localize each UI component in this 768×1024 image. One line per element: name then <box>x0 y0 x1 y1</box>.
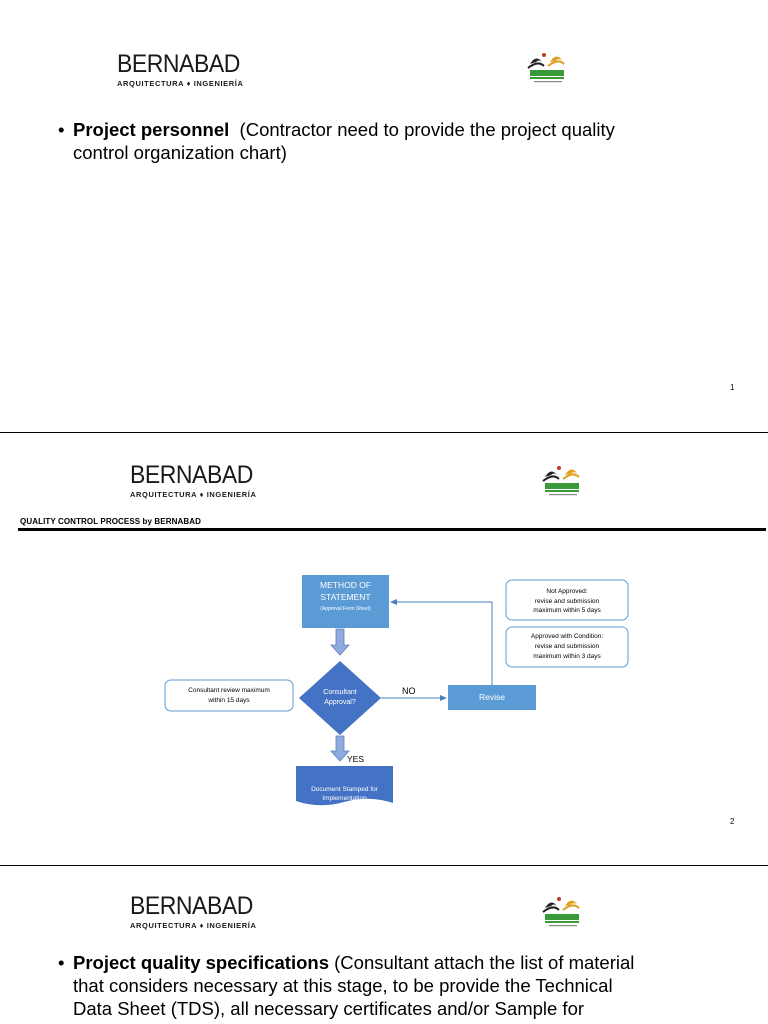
slide-1 <box>0 0 768 432</box>
qc-process-title: QUALITY CONTROL PROCESS by BERNABAD <box>20 517 201 526</box>
decision-line2: Approval? <box>324 699 356 706</box>
cnc-logo <box>535 894 595 930</box>
note-condition-line3: maximum within 3 days <box>533 653 601 660</box>
decision-line1: Consultant <box>323 689 357 696</box>
note-not-approved <box>506 580 628 620</box>
slide-3 <box>0 866 768 1024</box>
bullet-bold-heading: Project personnel <box>73 119 230 140</box>
bernabad-logo <box>117 52 251 88</box>
cnc-logo <box>520 50 580 86</box>
bullet-project-personnel <box>73 118 733 164</box>
no-arrowhead <box>440 695 447 701</box>
bullet-body-line2: control organization chart) <box>73 142 287 163</box>
method-line2: STATEMENT <box>320 592 371 602</box>
method-line3: (Approval Form Sheet) <box>320 606 371 612</box>
logo-main-text: BERNABAD <box>130 892 253 920</box>
slide-2 <box>0 432 768 866</box>
qc-flowchart <box>0 433 766 865</box>
bullet-marker: • <box>58 119 65 140</box>
loop-arrowhead <box>390 599 397 605</box>
no-label: NO <box>402 686 416 696</box>
logo-main-text: BERNABAD <box>130 461 253 489</box>
note-not-approved-line3: maximum within 5 days <box>533 607 601 614</box>
bullet-body-line3: Data Sheet (TDS), all necessary certificates and/or Sample for <box>73 998 585 1019</box>
bernabad-logo <box>130 894 264 930</box>
decision-diamond <box>299 661 381 735</box>
bullet-body-line1: (Consultant attach the list of material <box>334 952 635 973</box>
method-statement-box <box>302 575 389 628</box>
logo-main-text: BERNABAD <box>117 50 240 78</box>
logo-sub-text: ARQUITECTURA ♦ INGENIERÍA <box>117 79 244 88</box>
note-condition-line2: revise and submission <box>534 643 600 650</box>
note-not-approved-line2: revise and submission <box>534 598 600 605</box>
document-line2: Implementation <box>322 795 367 802</box>
yes-label: YES <box>347 754 365 764</box>
note-consultant-review <box>165 680 293 711</box>
page-number: 1 <box>730 383 735 392</box>
logo-sub-text: ARQUITECTURA ♦ INGENIERÍA <box>130 921 257 930</box>
revise-label: Revise <box>479 692 505 702</box>
note-approved-condition <box>506 627 628 667</box>
bullet-marker: • <box>58 952 65 973</box>
note-review-line1: Consultant review maximum <box>188 687 270 694</box>
note-review-line2: within 15 days <box>208 697 250 704</box>
note-condition-line1: Approved with Condition: <box>530 633 604 640</box>
document-stamped-box <box>296 766 393 805</box>
bullet-quality-specifications <box>73 951 753 1020</box>
bullet-bold-heading: Project quality specifications <box>73 952 329 973</box>
method-line1: METHOD OF <box>320 580 371 590</box>
page-number: 2 <box>730 817 735 826</box>
bullet-body-line1: (Contractor need to provide the project quality <box>239 119 615 140</box>
logo-sub-text: ARQUITECTURA ♦ INGENIERÍA <box>130 490 257 499</box>
bullet-body-line2: that considers necessary at this stage, to be provide the Technical <box>73 975 613 996</box>
note-not-approved-line1: Not Approved: <box>546 588 588 595</box>
document-line1: Document Stamped for <box>311 786 378 793</box>
revise-loop-connector <box>396 602 492 685</box>
down-arrow-1 <box>331 629 349 655</box>
revise-box <box>448 685 536 710</box>
